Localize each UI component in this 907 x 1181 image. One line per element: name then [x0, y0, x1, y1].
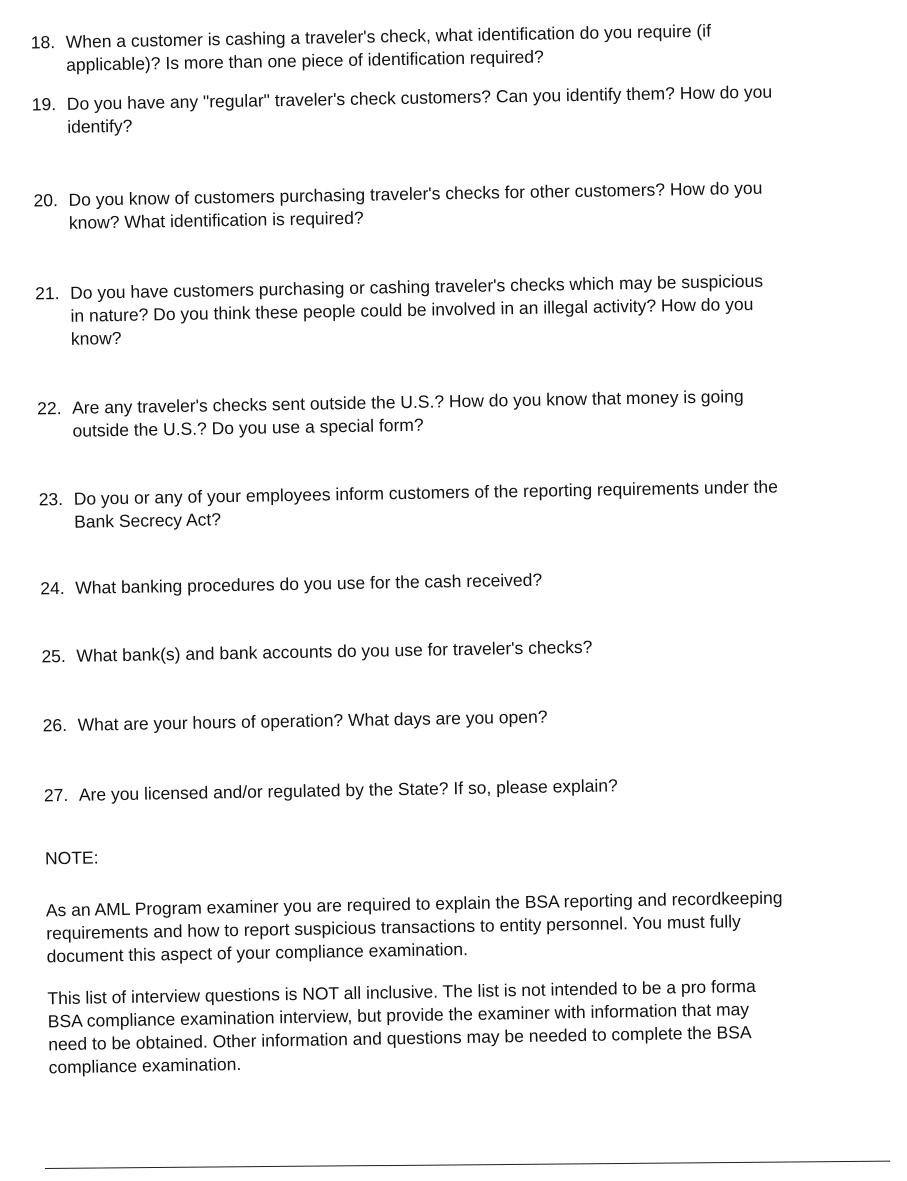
question-item	[42, 706, 547, 738]
question-item	[40, 569, 542, 601]
question-text	[66, 20, 712, 77]
text-line: Do you know of customers purchasing traveler's checks for other customers? How do you	[68, 177, 763, 210]
note-heading	[45, 846, 99, 870]
question-text	[77, 706, 547, 737]
text-line: know? What identification is required?	[68, 207, 364, 233]
text-line: What bank(s) and bank accounts do you use for traveler's checks?	[76, 636, 593, 666]
text-line: This list of interview questions is NOT all inclusive. The list is not intended to be a pro forma	[47, 975, 756, 1009]
question-text	[75, 569, 542, 600]
text-line: applicable)? Is more than one piece of identification required?	[65, 46, 544, 75]
text-line: requirements and how to report suspicious transactions to entity personnel. You must fully	[46, 911, 741, 944]
question-item	[35, 270, 764, 352]
text-line: compliance examination.	[48, 1053, 242, 1078]
question-item	[44, 774, 618, 807]
text-line: As an AML Program examiner you are required to explain the BSA reporting and recordkeeping	[45, 887, 783, 921]
question-number: 24.	[40, 577, 65, 599]
text-line: BSA compliance examination interview, but provide the examiner with information that may	[47, 999, 750, 1032]
note-paragraph-1	[46, 886, 784, 968]
text-line: Are any traveler's checks sent outside the U.S.? How do you know that money is going	[71, 386, 744, 418]
question-item	[33, 177, 763, 236]
question-text	[76, 636, 592, 668]
question-item	[31, 20, 712, 78]
text-line: Do you have any "regular" traveler's check customers? Can you identify them? How do you	[66, 81, 773, 114]
question-number: 20.	[33, 190, 59, 211]
question-number: 18.	[30, 32, 56, 53]
question-number: 27.	[43, 784, 69, 806]
text-line: identify?	[67, 115, 133, 137]
text-line: know?	[70, 327, 122, 349]
question-text	[79, 774, 618, 806]
question-text	[67, 81, 773, 139]
question-text	[70, 270, 764, 351]
question-number: 25.	[41, 645, 66, 667]
text-line: What are your hours of operation? What days are you open?	[77, 706, 548, 735]
text-line: Do you have customers purchasing or cashing traveler's checks which may be suspicious	[69, 270, 764, 303]
question-text	[74, 476, 779, 534]
question-text	[72, 385, 744, 443]
question-number: 23.	[38, 488, 64, 510]
question-item	[37, 385, 744, 443]
question-item	[39, 476, 779, 535]
question-number: 22.	[36, 397, 62, 419]
question-number: 19.	[31, 94, 57, 115]
question-item	[32, 81, 773, 140]
question-number: 21.	[34, 283, 60, 304]
note-paragraph-2	[47, 975, 757, 1079]
text-line: outside the U.S.? Do you use a special form?	[72, 414, 424, 441]
question-text	[68, 177, 763, 235]
text-line: Are you licensed and/or regulated by the State? If so, please explain?	[78, 775, 618, 805]
text-line: When a customer is cashing a traveler's check, what identification do you require (if	[65, 20, 712, 52]
text-line: in nature? Do you think these people could be involved in an illegal activity? How do you	[70, 293, 754, 326]
text-line: Bank Secrecy Act?	[73, 509, 222, 532]
note-heading-text: NOTE:	[44, 847, 99, 869]
question-item	[41, 636, 592, 669]
text-line: document this aspect of your compliance examination.	[46, 938, 469, 967]
text-line: What banking procedures do you use for the cash received?	[75, 569, 543, 598]
text-line: need to be obtained. Other information and questions may be needed to complete the BSA	[48, 1022, 752, 1055]
text-line: Do you or any of your employees inform customers of the reporting requirements under the	[73, 476, 779, 509]
question-number: 26.	[42, 714, 68, 736]
